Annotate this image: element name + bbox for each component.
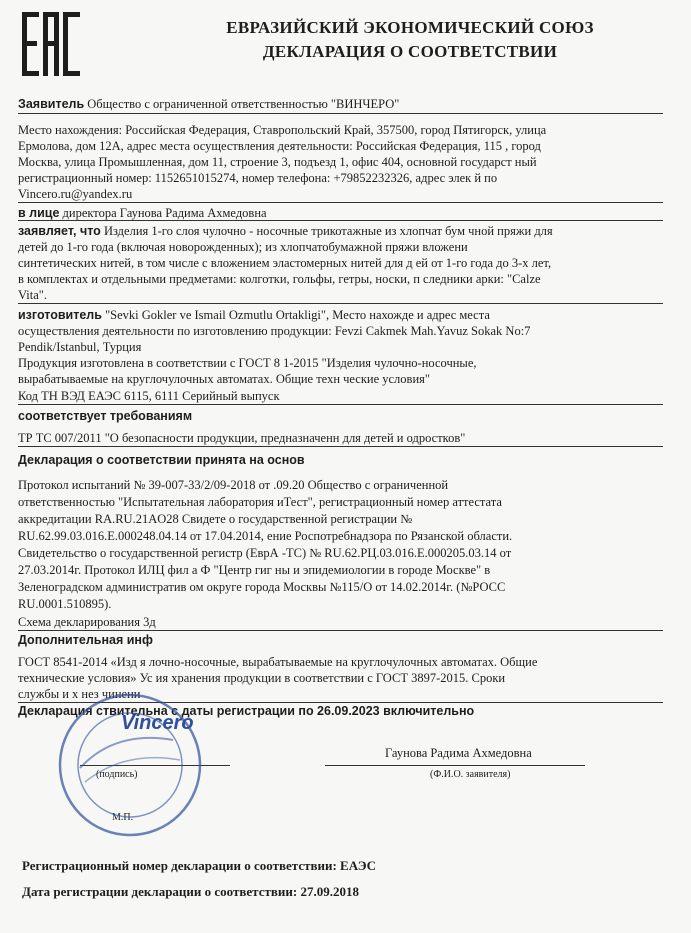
header-title: ДЕКЛАРАЦИЯ О СООТВЕТСТВИИ — [262, 42, 558, 61]
tn-ved-code: Код ТН ВЭД ЕАЭС 6115, 6111 Серийный выпуск — [18, 389, 280, 403]
divider — [18, 220, 663, 221]
divider — [18, 404, 663, 405]
manufacturer-line-3: Pendik/Istanbul, Турция — [18, 340, 142, 354]
requirements-label: соответствует требованиям — [18, 409, 193, 423]
applicant-email: Vincero.ru@yandex.ru — [18, 187, 133, 201]
declares-line-4: в комплектах и отдельными предметами: колготки, гольфы, гетры, носки, п следники арки: "Calze — [18, 272, 541, 286]
divider — [18, 113, 663, 114]
applicant-address-1: Место нахождения: Российская Федерация, Ставропольский Край, 357500, город Пятигорск, улица — [18, 123, 547, 137]
fio-caption: (Ф.И.О. заявителя) — [430, 769, 511, 780]
basis-line-1: Протокол испытаний № 39-007-33/2/09-2018 от .09.20 Общество с ограниченной — [18, 478, 449, 492]
basis-line-6: 27.03.2014г. Протокол ИЛЦ фил а Ф "Центр гиг ны и эпидемиологии в городе Москве" в — [18, 563, 491, 577]
applicant-address-2: Ермолова, дом 12А, адрес места осуществления деятельности: Российская Федерация, 115 , город — [18, 139, 541, 153]
eac-logo — [22, 12, 80, 76]
manufacturer-line-2: осуществления деятельности по изготовлению продукции: Fevzi Cakmek Mah.Yavuz Sokak No:7 — [18, 324, 531, 338]
mp-label: М.П. — [112, 812, 134, 823]
company-stamp — [55, 690, 205, 840]
declares-line-2: детей до 1-го года (включая новорожденных); из хлопчатобумажной пряжи вложени — [18, 240, 468, 254]
basis-line-7: Зеленоградском административ ом округе города Москвы №115/О от 14.02.2014г. (№РОСС — [18, 580, 506, 594]
name-line — [325, 765, 585, 766]
applicant-label: Заявитель — [18, 97, 85, 111]
person-label: в лице — [18, 206, 60, 220]
applicant-row — [18, 96, 399, 112]
header-union: ЕВРАЗИЙСКИЙ ЭКОНОМИЧЕСКИЙ СОЮЗ — [226, 18, 594, 37]
stamp-text: Vincero — [121, 712, 194, 734]
additional-label: Дополнительная инф — [18, 633, 153, 647]
additional-line-2: технические условия» Ус ия хранения продукции в соответствии с ГОСТ 3897-2015. Сроки — [18, 671, 506, 685]
basis-line-5: Свидетельство о государственной регистр (ЕврА -ТС) № RU.62.РЦ.03.016.E.000205.03.14 от — [18, 546, 512, 560]
additional-line-3: службы и х нез чинени — [18, 687, 141, 701]
manufacturer-label: изготовитель — [18, 308, 102, 322]
divider — [18, 202, 663, 203]
basis-line-2: ответственностью "Испытательная лаборатория иТест", регистрационный номер аттестата — [18, 495, 502, 509]
declares-line-1: Изделия 1-го слоя чулочно - носочные трикотажные из хлопчат бум чной пряжи для — [103, 224, 553, 238]
declares-label: заявляет, что — [18, 224, 101, 238]
declares-line-5: Vita". — [18, 288, 47, 302]
validity: Декларация ствительна с даты регистрации по 26.09.2023 включительно — [18, 704, 475, 718]
applicant-address-4: регистрационный номер: 1152651015274, номер телефона: +79852232326, адрес элек й по — [18, 171, 498, 185]
basis-line-8: RU.0001.510895). — [18, 597, 112, 611]
divider — [18, 303, 663, 304]
applicant-address-3: Москва, улица Промышленная, дом 11, строение 3, подъезд 1, офис 404, основной государст ный — [18, 155, 537, 169]
signer-name: Гаунова Радима Ахмедовна — [385, 746, 532, 760]
declares-line-3: синтетических нитей, в том числе с вложением эластомерных нитей для д ей от 1-го года до 3-х лет, — [18, 256, 552, 270]
requirements-text: ТР ТС 007/2011 "О безопасности продукции, предназначенн для детей и одростков" — [18, 431, 466, 445]
divider — [18, 446, 663, 447]
manufacturer-row — [18, 307, 490, 323]
scheme: Схема декларирования 3д — [18, 615, 156, 629]
basis-label: Декларация о соответствии принята на основ — [18, 453, 305, 467]
registration-number: Регистрационный номер декларации о соответствии: ЕАЭС — [22, 858, 377, 873]
person-name: директора Гаунова Радима Ахмедовна — [62, 206, 267, 220]
manufacturer-line-1: "Sevki Gokler ve Ismail Ozmutlu Ortakligi", Место нахожде и адрес места — [105, 308, 490, 322]
signature-caption: (подпись) — [96, 769, 138, 780]
registration-date: Дата регистрации декларации о соответствии: 27.09.2018 — [22, 884, 359, 899]
basis-line-3: аккредитации RA.RU.21AO28 Свидете о государственной регистрации № — [18, 512, 413, 526]
production-line-2: вырабатываемые на круглочулочных автоматах. Общие техн ческие условия" — [18, 372, 430, 386]
additional-line-1: ГОСТ 8541-2014 «Изд я лочно-носочные, вырабатываемые на круглочулочных автоматах. Общие — [18, 655, 538, 669]
applicant-name: Общество с ограниченной ответственностью "ВИНЧЕРО" — [87, 97, 400, 111]
person-row — [18, 205, 267, 221]
divider — [18, 630, 663, 631]
production-line-1: Продукция изготовлена в соответствии с ГОСТ 8 1-2015 "Изделия чулочно-носочные, — [18, 356, 477, 370]
declares-row — [18, 223, 553, 239]
basis-line-4: RU.62.99.03.016.E.000248.04.14 от 17.04.2014, ение Роспотребнадзора по Рязанской области. — [18, 529, 513, 543]
